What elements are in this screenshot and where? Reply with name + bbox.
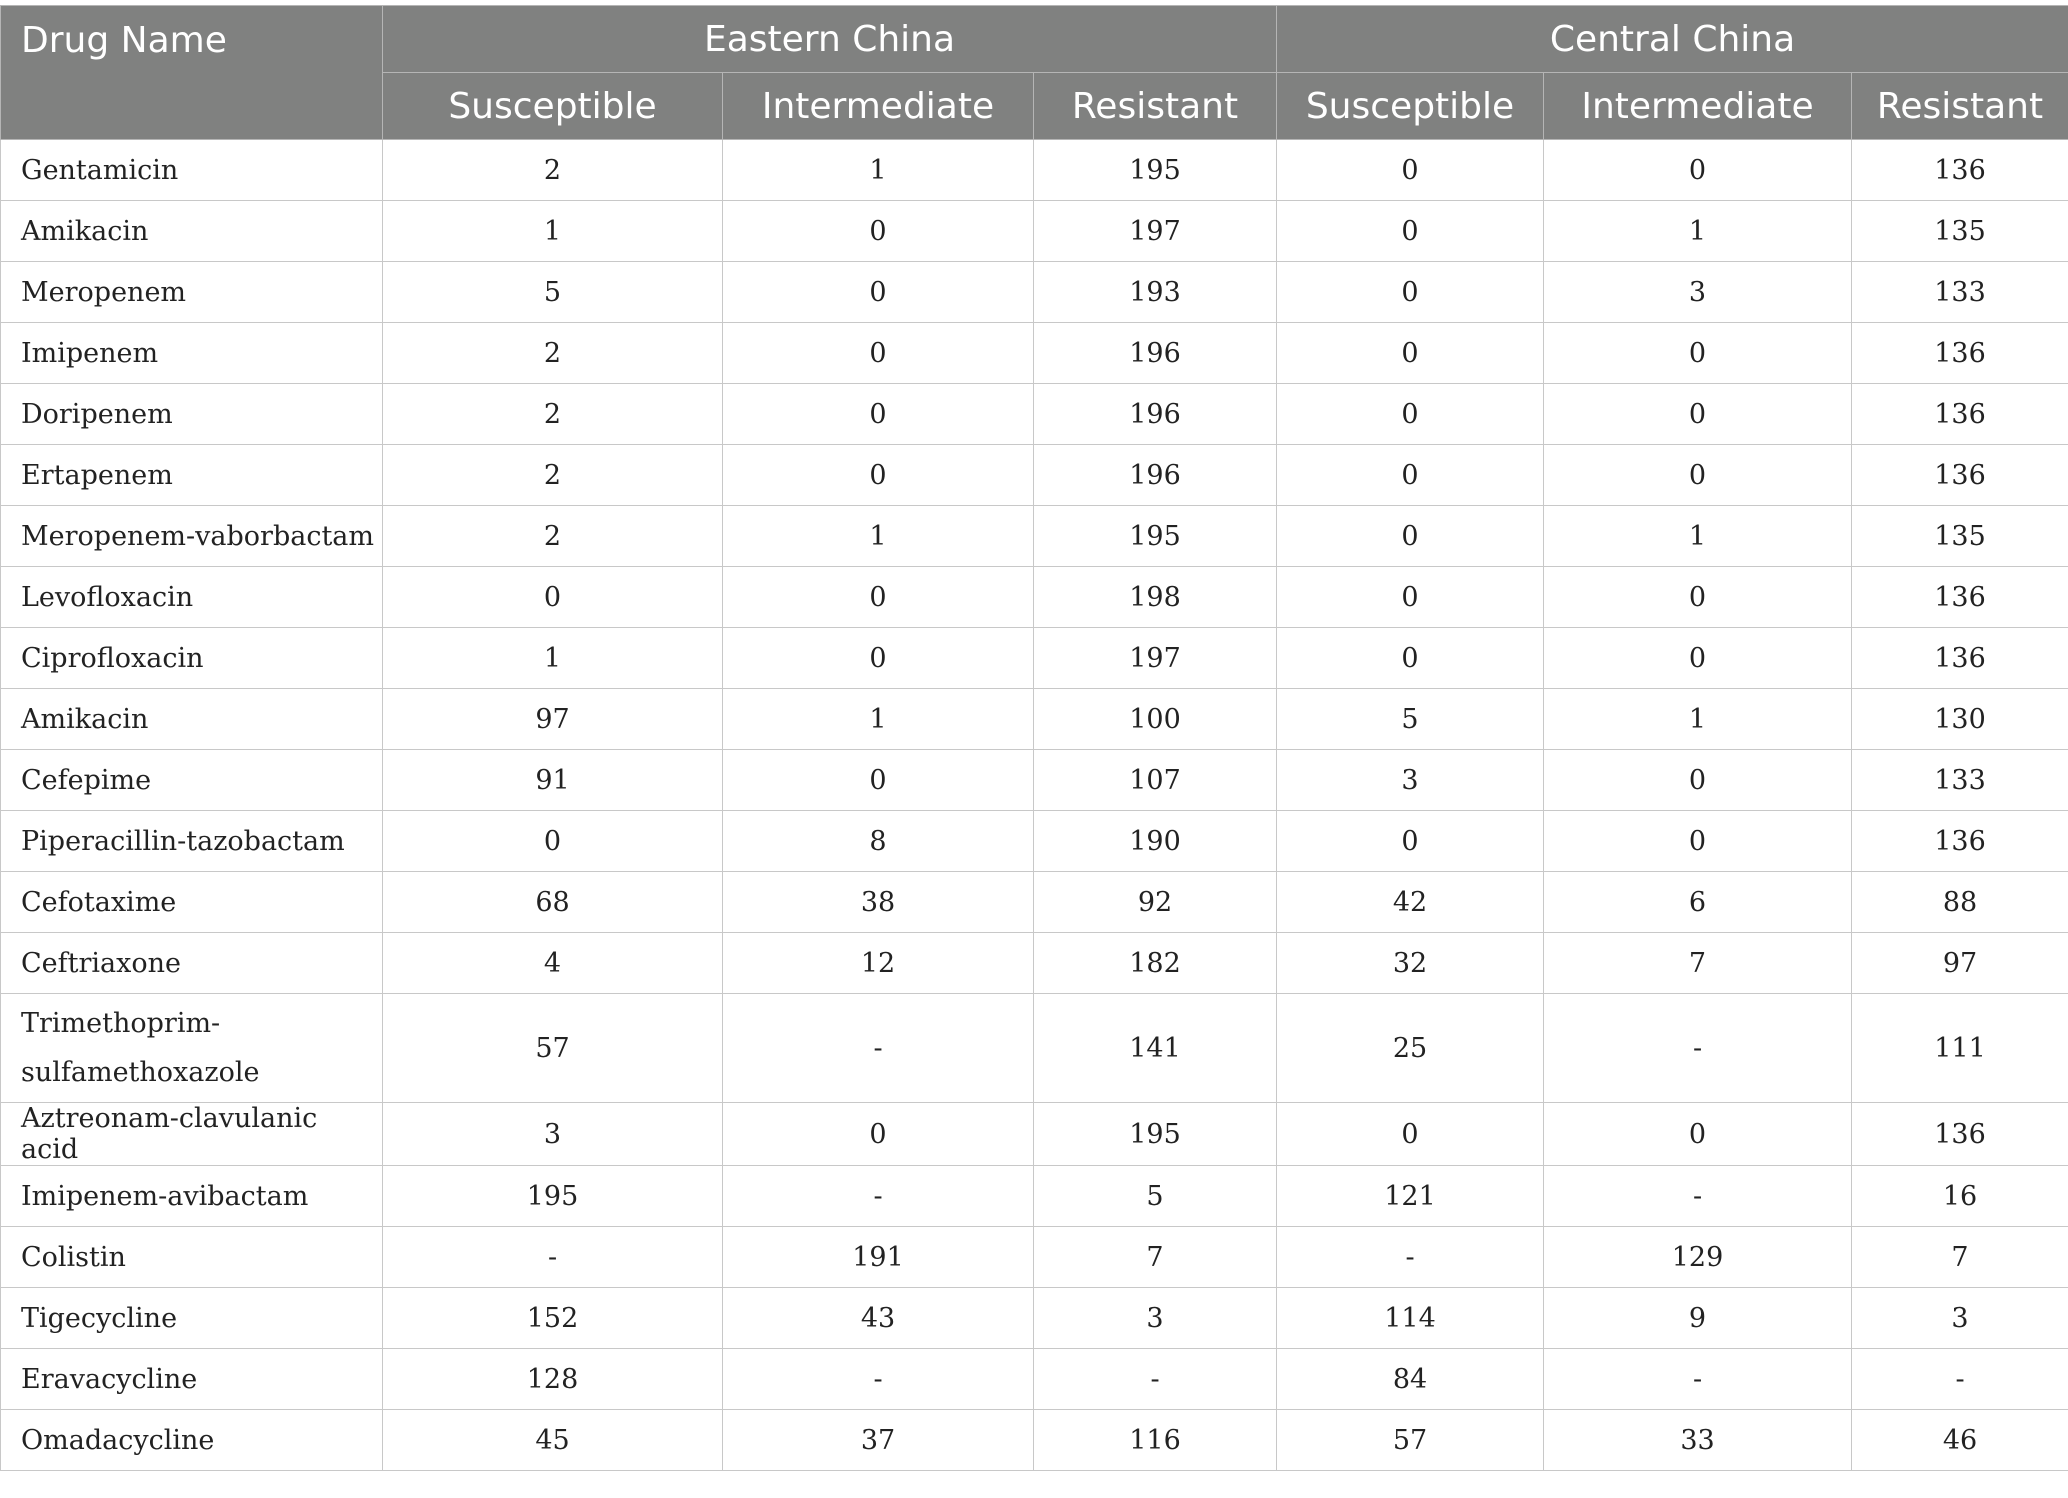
value-cell: 5 [383,262,723,323]
value-cell: 195 [383,1166,723,1227]
value-cell: 0 [723,1103,1034,1166]
drug-name-cell: Ertapenem [1,445,383,506]
value-cell: 121 [1277,1166,1544,1227]
value-cell: - [1544,994,1852,1103]
value-cell: 197 [1034,628,1277,689]
eastern-china-header: Eastern China [383,6,1277,73]
value-cell: 8 [723,811,1034,872]
value-cell: 0 [1544,445,1852,506]
drug-name-cell: Aztreonam-clavulanic acid [1,1103,383,1166]
value-cell: 92 [1034,872,1277,933]
value-cell: 0 [383,567,723,628]
value-cell: 1 [1544,689,1852,750]
drug-name-cell: Amikacin [1,201,383,262]
value-cell: 42 [1277,872,1544,933]
value-cell: 0 [1277,506,1544,567]
value-cell: 0 [1277,384,1544,445]
value-cell: 3 [1034,1288,1277,1349]
table-row [1,689,2068,750]
value-cell: 97 [383,689,723,750]
value-cell: 16 [1852,1166,2068,1227]
value-cell: 136 [1852,811,2068,872]
value-cell: - [1544,1349,1852,1410]
value-cell: 136 [1852,140,2068,201]
drug-name-header: Drug Name [1,6,383,140]
drug-name-cell: Cefepime [1,750,383,811]
value-cell: 100 [1034,689,1277,750]
value-cell: 0 [1544,811,1852,872]
value-cell: 7 [1544,933,1852,994]
value-cell: 0 [1277,262,1544,323]
value-cell: 0 [1544,323,1852,384]
value-cell: 0 [723,445,1034,506]
value-cell: - [1277,1227,1544,1288]
drug-name-cell: Colistin [1,1227,383,1288]
drug-name-cell: Imipenem [1,323,383,384]
value-cell: 1 [723,506,1034,567]
drug-name-cell: Amikacin [1,689,383,750]
value-cell: 1 [383,628,723,689]
drug-name-cell [1,994,383,1103]
value-cell: 84 [1277,1349,1544,1410]
table-body [1,140,2068,1471]
drug-name-cell: Omadacycline [1,1410,383,1471]
value-cell: 68 [383,872,723,933]
table-row [1,384,2068,445]
value-cell: 0 [723,384,1034,445]
value-cell: 0 [723,567,1034,628]
value-cell: 3 [383,1103,723,1166]
table-row [1,872,2068,933]
drug-name-line: Trimethoprim- [21,1008,221,1039]
value-cell: 136 [1852,567,2068,628]
value-cell: 191 [723,1227,1034,1288]
value-cell: 2 [383,323,723,384]
value-cell: 0 [1277,445,1544,506]
drug-name-cell: Levofloxacin [1,567,383,628]
eastern-resistant-header: Resistant [1034,73,1277,140]
value-cell: 190 [1034,811,1277,872]
value-cell: 130 [1852,689,2068,750]
value-cell: 116 [1034,1410,1277,1471]
drug-name-cell: Doripenem [1,384,383,445]
value-cell: 114 [1277,1288,1544,1349]
drug-name-cell: Tigecycline [1,1288,383,1349]
value-cell: 0 [723,323,1034,384]
value-cell: 0 [1277,1103,1544,1166]
value-cell: 182 [1034,933,1277,994]
drug-name-cell: Piperacillin-tazobactam [1,811,383,872]
value-cell: 3 [1544,262,1852,323]
drug-name-cell: Meropenem-vaborbactam [1,506,383,567]
value-cell: 3 [1852,1288,2068,1349]
value-cell: - [723,994,1034,1103]
drug-name-cell: Eravacycline [1,1349,383,1410]
value-cell: 195 [1034,506,1277,567]
table-row [1,323,2068,384]
value-cell: 91 [383,750,723,811]
value-cell: 195 [1034,140,1277,201]
value-cell: 1 [723,140,1034,201]
table-row [1,1349,2068,1410]
value-cell: 1 [1544,201,1852,262]
value-cell: 196 [1034,445,1277,506]
value-cell: 128 [383,1349,723,1410]
value-cell: 0 [1277,811,1544,872]
table-row [1,811,2068,872]
value-cell: 196 [1034,384,1277,445]
value-cell: 5 [1034,1166,1277,1227]
value-cell: 197 [1034,201,1277,262]
table-row [1,262,2068,323]
value-cell: 32 [1277,933,1544,994]
table-row [1,201,2068,262]
table-row [1,140,2068,201]
value-cell: 198 [1034,567,1277,628]
value-cell: 0 [1544,384,1852,445]
value-cell: 195 [1034,1103,1277,1166]
value-cell: 7 [1034,1227,1277,1288]
value-cell: 0 [1544,140,1852,201]
value-cell: 6 [1544,872,1852,933]
value-cell: - [1034,1349,1277,1410]
value-cell: 5 [1277,689,1544,750]
value-cell: 37 [723,1410,1034,1471]
value-cell: 2 [383,384,723,445]
value-cell: 1 [1544,506,1852,567]
value-cell: 0 [723,750,1034,811]
value-cell: 136 [1852,1103,2068,1166]
value-cell: 1 [723,689,1034,750]
value-cell: 111 [1852,994,2068,1103]
value-cell: 88 [1852,872,2068,933]
value-cell: 133 [1852,262,2068,323]
value-cell: 133 [1852,750,2068,811]
drug-name-cell: Imipenem-avibactam [1,1166,383,1227]
table-row [1,628,2068,689]
value-cell: 46 [1852,1410,2068,1471]
central-susceptible-header: Susceptible [1277,73,1544,140]
table-row [1,1166,2068,1227]
table-row [1,994,2068,1103]
value-cell: 12 [723,933,1034,994]
value-cell: 43 [723,1288,1034,1349]
value-cell: 0 [1277,567,1544,628]
value-cell: 0 [1277,140,1544,201]
value-cell: - [723,1166,1034,1227]
eastern-susceptible-header: Susceptible [383,73,723,140]
table-row [1,1288,2068,1349]
value-cell: 136 [1852,445,2068,506]
table-row [1,506,2068,567]
drug-name-cell: Ceftriaxone [1,933,383,994]
table-row [1,750,2068,811]
value-cell: 0 [1544,628,1852,689]
value-cell: 136 [1852,384,2068,445]
central-china-header: Central China [1277,6,2068,73]
value-cell: 2 [383,140,723,201]
value-cell: 97 [1852,933,2068,994]
value-cell: 141 [1034,994,1277,1103]
value-cell: 57 [1277,1410,1544,1471]
value-cell: 45 [383,1410,723,1471]
drug-name-cell: Meropenem [1,262,383,323]
value-cell: 0 [1277,628,1544,689]
drug-name-cell: Gentamicin [1,140,383,201]
value-cell: - [1544,1166,1852,1227]
value-cell: 0 [1277,323,1544,384]
value-cell: 135 [1852,201,2068,262]
value-cell: 2 [383,506,723,567]
drug-name-line: sulfamethoxazole [21,1057,260,1088]
value-cell: 3 [1277,750,1544,811]
value-cell: 136 [1852,628,2068,689]
central-intermediate-header: Intermediate [1544,73,1852,140]
table-row [1,445,2068,506]
value-cell: 4 [383,933,723,994]
value-cell: 2 [383,445,723,506]
value-cell: 136 [1852,323,2068,384]
value-cell: 33 [1544,1410,1852,1471]
value-cell: - [1852,1349,2068,1410]
table-row [1,933,2068,994]
value-cell: 0 [383,811,723,872]
table-row [1,567,2068,628]
susceptibility-table [0,5,2068,1471]
value-cell: 0 [1544,567,1852,628]
table-row [1,1410,2068,1471]
value-cell: - [383,1227,723,1288]
value-cell: 38 [723,872,1034,933]
value-cell: 129 [1544,1227,1852,1288]
value-cell: - [723,1349,1034,1410]
value-cell: 196 [1034,323,1277,384]
drug-name-cell: Cefotaxime [1,872,383,933]
value-cell: 0 [1544,750,1852,811]
value-cell: 0 [1544,1103,1852,1166]
value-cell: 57 [383,994,723,1103]
value-cell: 0 [723,201,1034,262]
value-cell: 193 [1034,262,1277,323]
value-cell: 0 [1277,201,1544,262]
value-cell: 1 [383,201,723,262]
value-cell: 135 [1852,506,2068,567]
drug-name-cell: Ciprofloxacin [1,628,383,689]
eastern-intermediate-header: Intermediate [723,73,1034,140]
value-cell: 107 [1034,750,1277,811]
value-cell: 7 [1852,1227,2068,1288]
central-resistant-header: Resistant [1852,73,2068,140]
value-cell: 0 [723,262,1034,323]
value-cell: 25 [1277,994,1544,1103]
table-row [1,1103,2068,1166]
value-cell: 9 [1544,1288,1852,1349]
value-cell: 152 [383,1288,723,1349]
table-row [1,1227,2068,1288]
value-cell: 0 [723,628,1034,689]
